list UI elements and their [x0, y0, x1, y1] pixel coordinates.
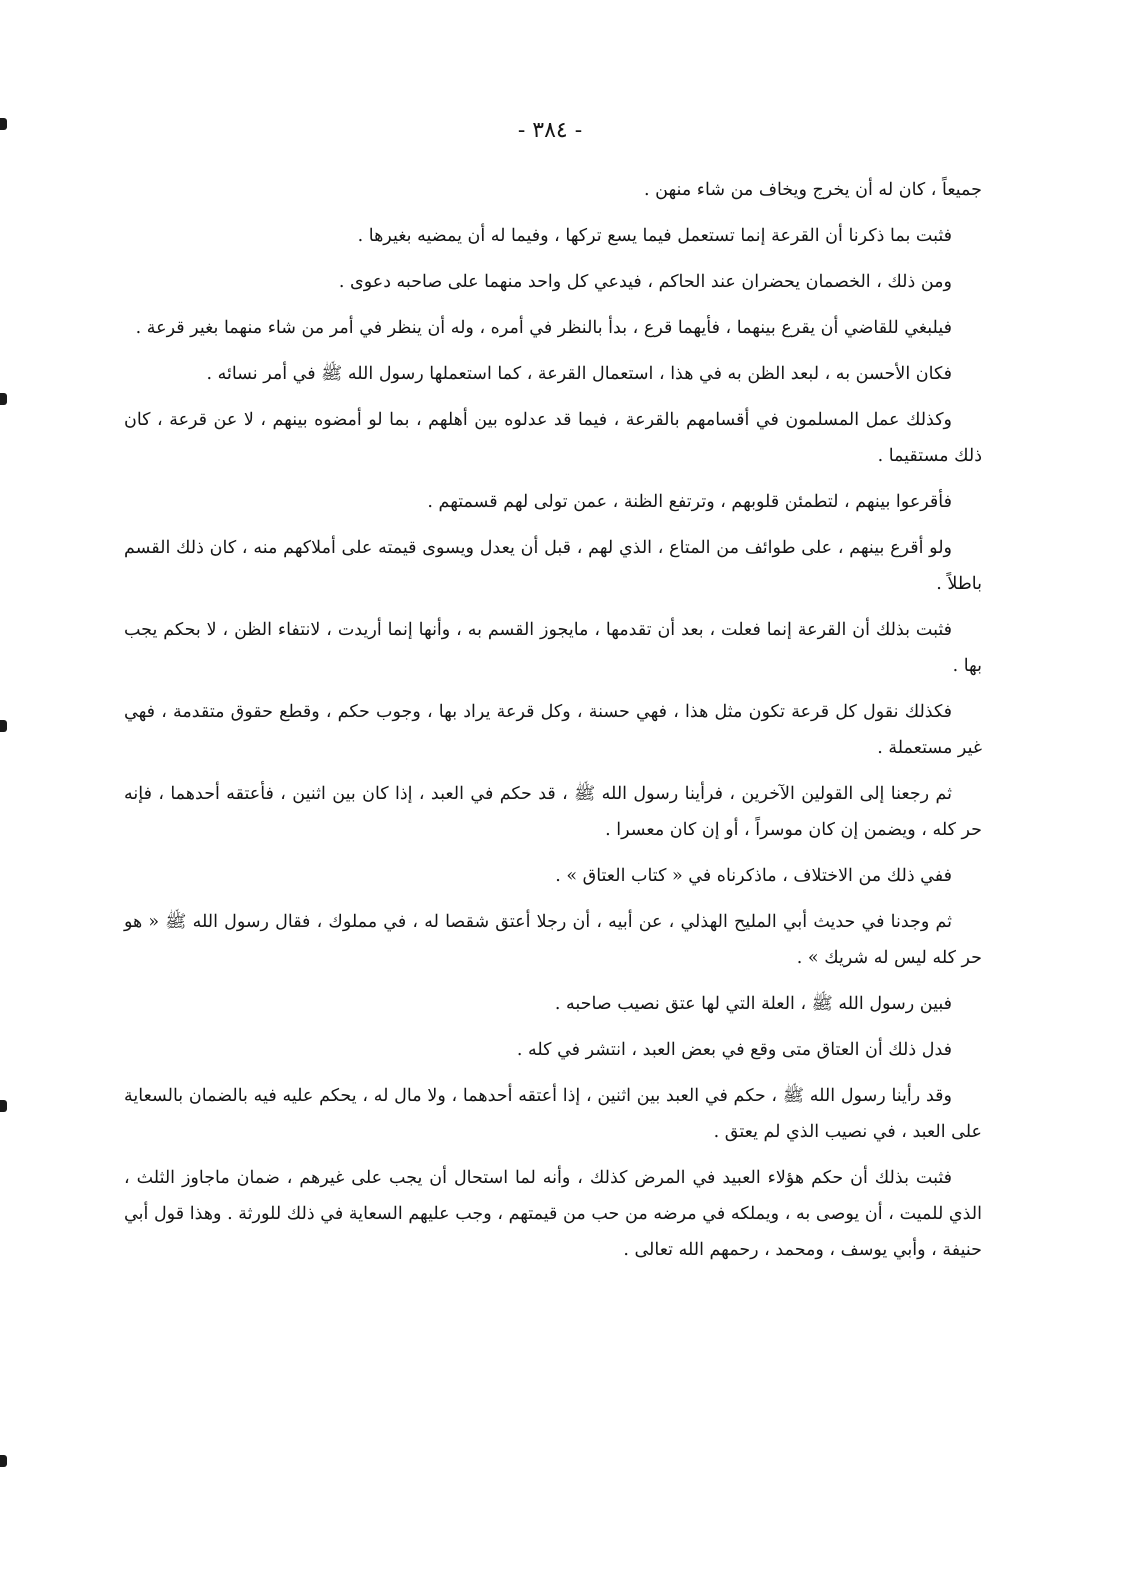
- margin-mark: [0, 1455, 7, 1467]
- paragraph: فيلبغي للقاضي أن يقرع بينهما ، فأيهما قرع ، بدأ بالنظر في أمره ، وله أن ينظر في أمر من شاء منهما بغير قرعة .: [135, 318, 952, 338]
- margin-mark: [0, 1100, 7, 1112]
- paragraph: فدل ذلك أن العتاق متى وقع في بعض العبد ، انتشر في كله .: [516, 1040, 952, 1060]
- page-number: - ٣٨٤ -: [517, 118, 583, 143]
- paragraph: فكذلك نقول كل قرعة تكون مثل هذا ، فهي حسنة ، وكل قرعة يراد بها ، وجوب حكم ، وقطع حقوق متقدمة ، فهي غير مستعملة .: [124, 702, 982, 758]
- paragraph: وقد رأينا رسول الله ﷺ ، حكم في العبد بين اثنين ، إذا أعتقه أحدهما ، ولا مال له ، يحكم عليه فيه بالضمان بالسعاية على العبد ، في نصيب الذي لم يعتق .: [124, 1086, 982, 1142]
- paragraph: فثبت بذلك أن حكم هؤلاء العبيد في المرض كذلك ، وأنه لما استحال أن يجب على غيرهم ، ضمان ماجاوز الثلث ، الذي للميت ، أن يوصى به ، ويملكه في مرضه من حب من قيمتهم ، وجب عليهم السعاية في ذلك للورثة . وهذا قول أبي حنيفة ، وأبي يوسف ، ومحمد ، رحمهم الله تعالى .: [124, 1168, 982, 1260]
- paragraph: فأقرعوا بينهم ، لتطمئن قلوبهم ، وترتفع الظنة ، عمن تولى لهم قسمتهم .: [427, 492, 952, 512]
- paragraph: جميعاً ، كان له أن يخرج ويخاف من شاء منهن .: [644, 180, 982, 200]
- paragraph: ومن ذلك ، الخصمان يحضران عند الحاكم ، فيدعي كل واحد منهما على صاحبه دعوى .: [338, 272, 952, 292]
- paragraph: ثم وجدنا في حديث أبي المليح الهذلي ، عن أبيه ، أن رجلا أعتق شقصا له ، في مملوك ، فقال رسول الله ﷺ « هو حر كله ليس له شريك » .: [124, 912, 982, 968]
- paragraph: ولو أقرع بينهم ، على طوائف من المتاع ، الذي لهم ، قبل أن يعدل ويسوى قيمته على أملاكهم منه ، كان ذلك القسم باطلاً .: [124, 538, 982, 594]
- paragraph: وكذلك عمل المسلمون في أقسامهم بالقرعة ، فيما قد عدلوه بين أهلهم ، بما لو أمضوه بينهم ، لا عن قرعة ، كان ذلك مستقيما .: [124, 410, 982, 466]
- paragraph: ثم رجعنا إلى القولين الآخرين ، فرأينا رسول الله ﷺ ، قد حكم في العبد ، إذا كان بين اثنين ، فأعتقه أحدهما ، فإنه حر كله ، ويضمن إن كان موسراً ، أو إن كان معسرا .: [124, 784, 982, 840]
- paragraph: ففي ذلك من الاختلاف ، ماذكرناه في « كتاب العتاق » .: [555, 866, 952, 886]
- margin-mark: [0, 720, 7, 732]
- page-body: [124, 172, 982, 1278]
- paragraph: فثبت بما ذكرنا أن القرعة إنما تستعمل فيما يسع تركها ، وفيما له أن يمضيه بغيرها .: [357, 226, 952, 246]
- paragraph: فكان الأحسن به ، لبعد الظن به في هذا ، استعمال القرعة ، كما استعملها رسول الله ﷺ في أمر نسائه .: [206, 364, 952, 384]
- margin-mark: [0, 393, 7, 405]
- paragraph: فثبت بذلك أن القرعة إنما فعلت ، بعد أن تقدمها ، مايجوز القسم به ، وأنها إنما أريدت ، لانتفاء الظن ، لا بحكم يجب بها .: [124, 620, 982, 676]
- paragraph: فبين رسول الله ﷺ ، العلة التي لها عتق نصيب صاحبه .: [554, 994, 952, 1014]
